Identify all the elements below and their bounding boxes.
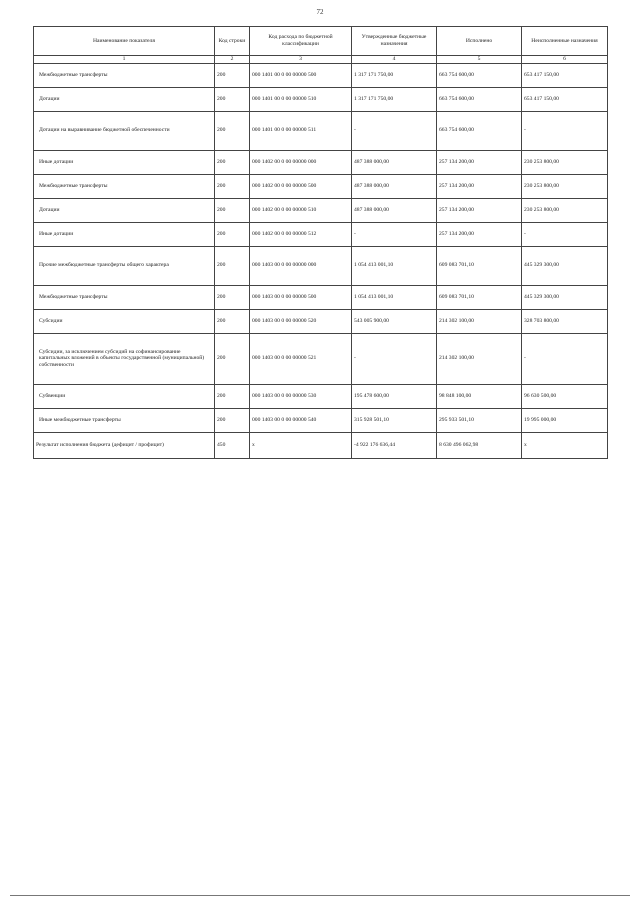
header-line-code: Код строки <box>215 27 250 56</box>
cell-approved: 1 317 171 750,00 <box>352 87 437 111</box>
cell-expense-code: 000 1402 00 0 00 00000 512 <box>250 222 352 246</box>
cell-executed: 8 630 496 062,98 <box>437 432 522 458</box>
cell-indicator-name: Иные дотации <box>34 222 215 246</box>
cell-unexecuted: 445 329 300,00 <box>522 246 608 285</box>
cell-approved: - <box>352 333 437 384</box>
cell-unexecuted: x <box>522 432 608 458</box>
cell-unexecuted: - <box>522 222 608 246</box>
header-approved: Утвержденные бюджетные назначения <box>352 27 437 56</box>
cell-executed: 295 933 501,10 <box>437 408 522 432</box>
cell-approved: 315 928 501,10 <box>352 408 437 432</box>
cell-executed: 609 083 701,10 <box>437 246 522 285</box>
cell-executed: 98 848 100,00 <box>437 384 522 408</box>
cell-approved: 487 388 000,00 <box>352 174 437 198</box>
cell-approved: -4 922 176 636,44 <box>352 432 437 458</box>
cell-approved: 1 317 171 750,00 <box>352 63 437 87</box>
cell-unexecuted: 230 253 800,00 <box>522 198 608 222</box>
table-row <box>34 63 608 87</box>
table-row <box>34 111 608 150</box>
cell-expense-code: 000 1403 00 0 00 00000 540 <box>250 408 352 432</box>
table-row <box>34 198 608 222</box>
table-row <box>34 285 608 309</box>
cell-unexecuted: 96 630 500,00 <box>522 384 608 408</box>
table-row <box>34 174 608 198</box>
cell-line-code: 200 <box>215 408 250 432</box>
cell-executed: 257 134 200,00 <box>437 222 522 246</box>
cell-indicator-name: Субсидии <box>34 309 215 333</box>
cell-executed: 663 754 600,00 <box>437 87 522 111</box>
table-row <box>34 246 608 285</box>
cell-indicator-name: Дотации на выравнивание бюджетной обеспеченности <box>34 111 215 150</box>
cell-approved: 1 054 413 001,10 <box>352 246 437 285</box>
table-row <box>34 150 608 174</box>
cell-unexecuted: 328 703 800,00 <box>522 309 608 333</box>
cell-expense-code: 000 1401 00 0 00 00000 500 <box>250 63 352 87</box>
cell-unexecuted: 653 417 150,00 <box>522 63 608 87</box>
column-number: 5 <box>437 56 522 64</box>
cell-expense-code: 000 1403 00 0 00 00000 521 <box>250 333 352 384</box>
column-number: 3 <box>250 56 352 64</box>
cell-line-code: 450 <box>215 432 250 458</box>
table-row <box>34 333 608 384</box>
cell-executed: 257 134 200,00 <box>437 150 522 174</box>
cell-unexecuted: - <box>522 111 608 150</box>
table-row <box>34 384 608 408</box>
cell-unexecuted: 230 253 800,00 <box>522 174 608 198</box>
cell-expense-code: x <box>250 432 352 458</box>
cell-indicator-name: Межбюджетные трансферты <box>34 174 215 198</box>
cell-executed: 257 134 200,00 <box>437 198 522 222</box>
page-number: 72 <box>316 8 324 16</box>
cell-expense-code: 000 1402 00 0 00 00000 000 <box>250 150 352 174</box>
column-number: 6 <box>522 56 608 64</box>
cell-unexecuted: 19 995 000,00 <box>522 408 608 432</box>
cell-executed: 257 134 200,00 <box>437 174 522 198</box>
bottom-border-line <box>10 895 630 896</box>
header-expense-code: Код расхода по бюджетной классификации <box>250 27 352 56</box>
table-row <box>34 309 608 333</box>
cell-line-code: 200 <box>215 246 250 285</box>
cell-expense-code: 000 1401 00 0 00 00000 510 <box>250 87 352 111</box>
cell-unexecuted: - <box>522 333 608 384</box>
cell-line-code: 200 <box>215 63 250 87</box>
cell-line-code: 200 <box>215 111 250 150</box>
cell-indicator-name: Прочие межбюджетные трансферты общего характера <box>34 246 215 285</box>
cell-indicator-name: Результат исполнения бюджета (дефицит / профицит) <box>34 432 215 458</box>
cell-indicator-name: Иные дотации <box>34 150 215 174</box>
cell-indicator-name: Межбюджетные трансферты <box>34 285 215 309</box>
cell-approved: 195 478 600,00 <box>352 384 437 408</box>
cell-indicator-name: Дотации <box>34 87 215 111</box>
cell-line-code: 200 <box>215 150 250 174</box>
cell-executed: 609 083 701,10 <box>437 285 522 309</box>
header-indicator-name: Наименование показателя <box>34 27 215 56</box>
cell-expense-code: 000 1403 00 0 00 00000 520 <box>250 309 352 333</box>
cell-expense-code: 000 1403 00 0 00 00000 530 <box>250 384 352 408</box>
cell-approved: 487 388 000,00 <box>352 198 437 222</box>
cell-expense-code: 000 1403 00 0 00 00000 000 <box>250 246 352 285</box>
cell-line-code: 200 <box>215 384 250 408</box>
cell-indicator-name: Дотации <box>34 198 215 222</box>
cell-line-code: 200 <box>215 87 250 111</box>
cell-executed: 214 302 100,00 <box>437 309 522 333</box>
cell-approved: - <box>352 111 437 150</box>
cell-expense-code: 000 1401 00 0 00 00000 511 <box>250 111 352 150</box>
table-row <box>34 87 608 111</box>
cell-indicator-name: Межбюджетные трансферты <box>34 63 215 87</box>
column-number-row <box>34 56 608 64</box>
cell-expense-code: 000 1403 00 0 00 00000 500 <box>250 285 352 309</box>
cell-line-code: 200 <box>215 309 250 333</box>
cell-expense-code: 000 1402 00 0 00 00000 510 <box>250 198 352 222</box>
header-executed: Исполнено <box>437 27 522 56</box>
budget-execution-table <box>33 26 608 459</box>
cell-approved: 1 054 413 001,10 <box>352 285 437 309</box>
cell-line-code: 200 <box>215 285 250 309</box>
cell-line-code: 200 <box>215 333 250 384</box>
cell-line-code: 200 <box>215 222 250 246</box>
header-unexecuted: Неисполненные назначения <box>522 27 608 56</box>
header-row <box>34 27 608 56</box>
cell-executed: 663 754 600,00 <box>437 111 522 150</box>
cell-indicator-name: Субсидии, за исключением субсидий на софинансирование капитальных вложений в объекты государственной (муниципальной) собственности <box>34 333 215 384</box>
cell-unexecuted: 445 329 300,00 <box>522 285 608 309</box>
cell-approved: 543 005 900,00 <box>352 309 437 333</box>
cell-unexecuted: 230 253 800,00 <box>522 150 608 174</box>
cell-indicator-name: Субвенции <box>34 384 215 408</box>
column-number: 1 <box>34 56 215 64</box>
cell-indicator-name: Иные межбюджетные трансферты <box>34 408 215 432</box>
table-row <box>34 222 608 246</box>
cell-unexecuted: 653 417 150,00 <box>522 87 608 111</box>
cell-approved: 487 388 000,00 <box>352 150 437 174</box>
cell-executed: 214 302 100,00 <box>437 333 522 384</box>
cell-line-code: 200 <box>215 174 250 198</box>
column-number: 2 <box>215 56 250 64</box>
cell-executed: 663 754 600,00 <box>437 63 522 87</box>
cell-line-code: 200 <box>215 198 250 222</box>
cell-expense-code: 000 1402 00 0 00 00000 500 <box>250 174 352 198</box>
cell-approved: - <box>352 222 437 246</box>
table-row-budget-result <box>34 432 608 458</box>
table-row <box>34 408 608 432</box>
column-number: 4 <box>352 56 437 64</box>
